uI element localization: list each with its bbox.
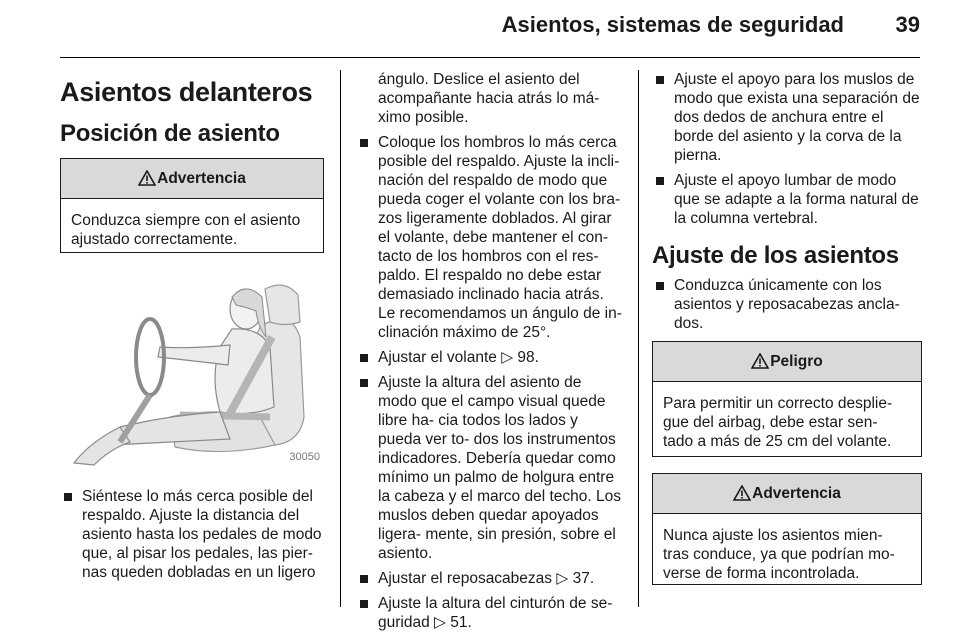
- warning-box: [652, 473, 922, 585]
- heading-front-seats: Asientos delanteros: [60, 77, 313, 107]
- warning-box-title: Advertencia: [157, 169, 246, 187]
- bullet-item: Ajuste la altura del cinturón de se- guridad ▷ 51.: [356, 594, 622, 632]
- column-3: [652, 70, 922, 585]
- warning-box-header: [61, 159, 323, 199]
- bullet-item: Ajuste la altura del asiento de modo que el campo visual quede libre ha- cia todos los lados y pueda ver to- dos los instrumentos indicadores. Debería quedar como mínimo un palmo de holgura entre la cabeza y el marco del techo. Los muslos deben quedar apoyados ligera- mente, sin presión, sobre el asiento.: [356, 373, 622, 563]
- bullet-square-icon: [360, 139, 368, 147]
- warning-box-text: Nunca ajuste los asientos mien- tras conduce, ya que podrían mo- verse de forma incontrolada.: [663, 527, 895, 582]
- warning-triangle-icon: [138, 170, 156, 186]
- page-header: [0, 0, 960, 58]
- danger-box-text: Para permitir un correcto desplie- gue del airbag, debe estar sen- tado a más de 25 cm del volante.: [663, 395, 893, 450]
- bullet-square-icon: [360, 575, 368, 583]
- bullet-square-icon: [360, 379, 368, 387]
- warning-box: [60, 158, 324, 253]
- column-divider-2: [638, 70, 639, 607]
- danger-box-header: [653, 342, 921, 382]
- bullet-square-icon: [656, 177, 664, 185]
- danger-box-title: Peligro: [770, 352, 823, 370]
- section-title: Asientos, sistemas de seguridad: [501, 12, 844, 37]
- heading-seat-adjustment: Ajuste de los asientos: [652, 242, 899, 269]
- bullet-item: Ajuste el apoyo lumbar de modo que se adapte a la forma natural de la columna vertebral.: [652, 171, 922, 228]
- page-number: 39: [895, 12, 920, 37]
- column-1: [60, 70, 324, 588]
- continued-paragraph: ángulo. Deslice el asiento del acompañante hacia atrás lo má- ximo posible.: [378, 71, 600, 126]
- warning-box-header: [653, 474, 921, 514]
- bullet-square-icon: [64, 493, 72, 501]
- header-divider: [60, 57, 920, 58]
- bullet-square-icon: [656, 76, 664, 84]
- bullet-square-icon: [656, 282, 664, 290]
- figure-number: 30050: [289, 451, 320, 463]
- warning-box-text: Conduzca siempre con el asiento ajustado correctamente.: [71, 212, 301, 248]
- danger-box: [652, 341, 922, 457]
- bullet-item: Siéntese lo más cerca posible del respaldo. Ajuste la distancia del asiento hasta los pedales de modo que, al pisar los pedales, las pier- nas queden dobladas en un ligero: [60, 487, 324, 582]
- column-2: [356, 70, 622, 638]
- bullet-square-icon: [360, 600, 368, 608]
- column-divider-1: [340, 70, 341, 607]
- driver-seated-illustration: [60, 267, 324, 467]
- bullet-item: Ajustar el volante ▷ 98.: [356, 348, 622, 367]
- warning-box-title: Advertencia: [752, 484, 841, 502]
- bullet-item: Conduzca únicamente con los asientos y reposacabezas ancla- dos.: [652, 276, 922, 333]
- bullet-item: Ajustar el reposacabezas ▷ 37.: [356, 569, 622, 588]
- bullet-item: Coloque los hombros lo más cerca posible del respaldo. Ajuste la incli- nación del respaldo de modo que pueda coger el volante con los bra- zos ligeramente doblados. Al girar el volante, debe mantener el con- tacto de los hombros con el res- paldo. El respaldo no debe estar demasiado inclinado hacia atrás. Le recomendamos un ángulo de in- clinación máximo de 25°.: [356, 133, 622, 342]
- bullet-square-icon: [360, 354, 368, 362]
- bullet-item: Ajuste el apoyo para los muslos de modo que exista una separación de dos dedos de anchura entre el borde del asiento y la corva de la pierna.: [652, 70, 922, 165]
- subheading-seat-position: Posición de asiento: [60, 120, 280, 147]
- warning-triangle-icon: [733, 485, 751, 501]
- seat-position-illustration: [60, 267, 324, 467]
- warning-triangle-icon: [751, 353, 769, 369]
